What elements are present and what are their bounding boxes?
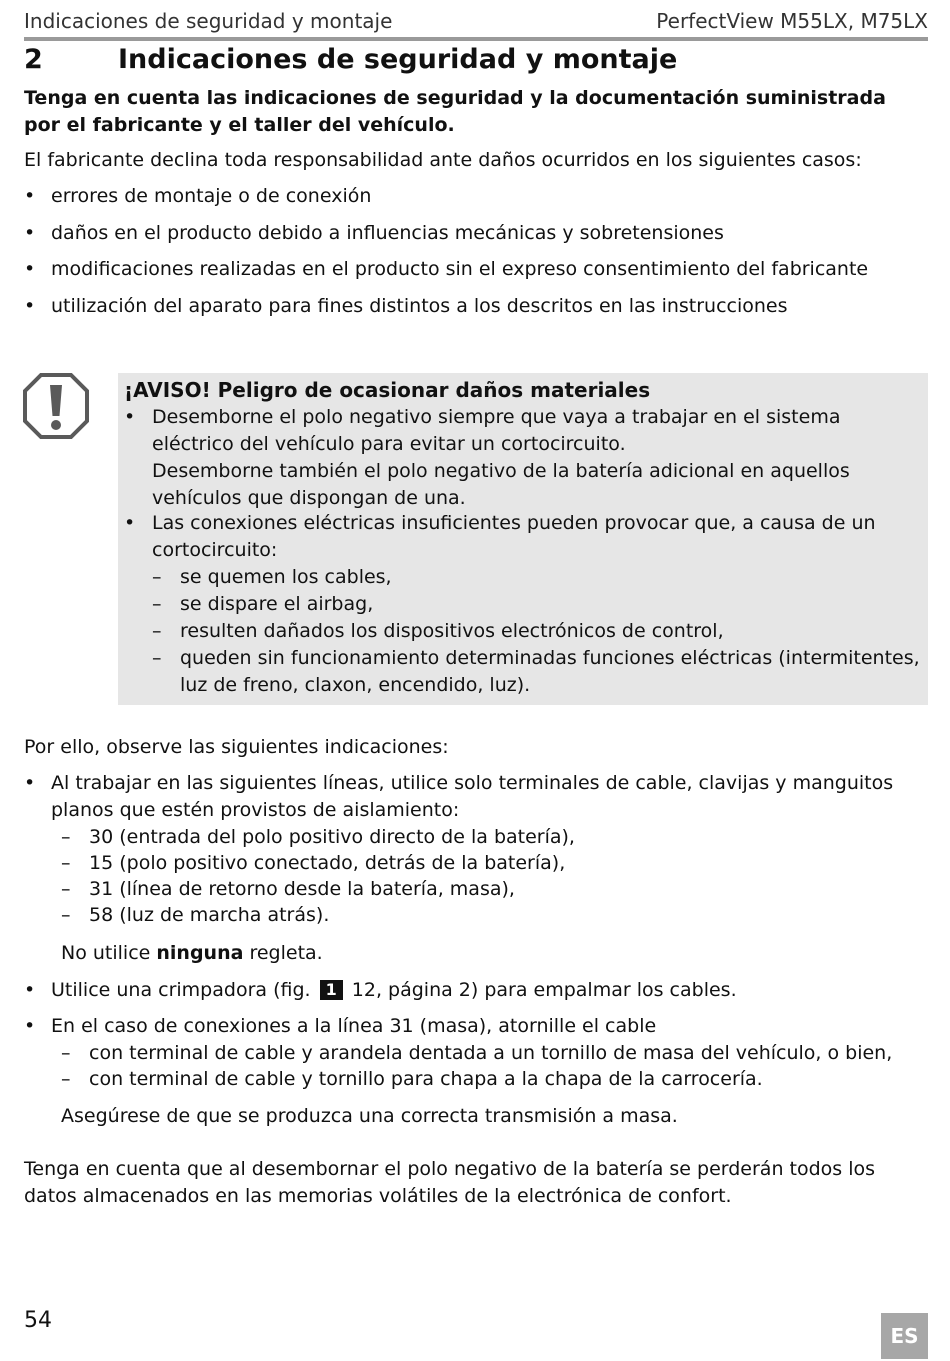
- warning-item-text: Desemborne también el polo negativo de la batería adicional en aquellos vehículos que dispongan de una.: [152, 460, 850, 509]
- dash-icon: –: [152, 620, 162, 642]
- dash-icon: –: [152, 647, 162, 669]
- warning-octagon-icon: [21, 371, 91, 441]
- warning-subitem-text: se quemen los cables,: [180, 566, 392, 588]
- list-item-text: 12, página 2) para empalmar los cables.: [345, 979, 737, 1001]
- rule-note-text: regleta.: [243, 942, 323, 964]
- rule-note-emphasis: ninguna: [156, 942, 244, 964]
- list-item-text: Al trabajar en las siguientes líneas, utilice solo terminales de cable, clavijas y manguitos planos que estén provistos de aislamiento:: [51, 772, 894, 821]
- header-section-title: Indicaciones de seguridad y montaje: [24, 9, 393, 33]
- header-divider: [24, 37, 928, 41]
- dash-icon: –: [61, 1042, 71, 1064]
- dash-icon: –: [152, 566, 162, 588]
- closing-paragraph: Tenga en cuenta que al desembornar el polo negativo de la batería se perderán todos los datos almacenados en las memorias volátiles de la electrónica de confort.: [24, 1158, 876, 1207]
- header-product-name: PerfectView M55LX, M75LX: [656, 9, 928, 33]
- dash-icon: –: [61, 852, 71, 874]
- list-item-text: errores de montaje o de conexión: [51, 185, 372, 207]
- list-item-text: daños en el producto debido a influencias mecánicas y sobretensiones: [51, 222, 724, 244]
- bullet-icon: •: [24, 258, 36, 280]
- warning-item-text: Desemborne el polo negativo siempre que vaya a trabajar en el sistema eléctrico del vehículo para evitar un cortocircuito.: [152, 406, 841, 455]
- figure-reference-badge: 1: [320, 980, 343, 1000]
- warning-subitem-text: resulten dañados los dispositivos electrónicos de control,: [180, 620, 724, 642]
- list-subitem-text: con terminal de cable y tornillo para chapa a la chapa de la carrocería.: [89, 1068, 763, 1090]
- bullet-icon: •: [24, 185, 36, 207]
- list-subitem-text: 30 (entrada del polo positivo directo de la batería),: [89, 826, 575, 848]
- warning-item-text: Las conexiones eléctricas insuficientes pueden provocar que, a causa de un cortocircuito:: [152, 512, 876, 561]
- dash-icon: –: [61, 1068, 71, 1090]
- intro-bold-paragraph: Tenga en cuenta las indicaciones de seguridad y la documentación suministrada por el fabricante y el taller del vehículo.: [24, 87, 886, 136]
- bullet-icon: •: [124, 406, 136, 428]
- warning-title: ¡AVISO! Peligro de ocasionar daños materiales: [124, 378, 651, 402]
- warning-item: [124, 404, 924, 512]
- bullet-icon: •: [24, 1015, 36, 1037]
- chapter-title: Indicaciones de seguridad y montaje: [118, 44, 678, 75]
- warning-subitem-text: se dispare el airbag,: [180, 593, 374, 615]
- list-subitem-text: 31 (línea de retorno desde la batería, masa),: [89, 878, 515, 900]
- dash-icon: –: [61, 904, 71, 926]
- rule-note: [61, 940, 921, 967]
- dash-icon: –: [152, 593, 162, 615]
- bullet-icon: •: [24, 979, 36, 1001]
- liability-intro: El fabricante declina toda responsabilidad ante daños ocurridos en los siguientes casos:: [24, 149, 862, 171]
- list-item-text: Utilice una crimpadora (fig.: [51, 979, 317, 1001]
- bullet-icon: •: [24, 222, 36, 244]
- bullet-icon: •: [124, 512, 136, 534]
- dash-icon: –: [61, 826, 71, 848]
- rule-note: Asegúrese de que se produzca una correcta transmisión a masa.: [61, 1105, 678, 1127]
- warning-subitem-text: queden sin funcionamiento determinadas funciones eléctricas (intermitentes,: [180, 647, 920, 669]
- list-subitem-text: 15 (polo positivo conectado, detrás de la batería),: [89, 852, 566, 874]
- instructions-intro: Por ello, observe las siguientes indicaciones:: [24, 736, 449, 758]
- bullet-icon: •: [24, 772, 36, 794]
- page-number: 54: [24, 1308, 52, 1333]
- language-badge: ES: [881, 1313, 928, 1359]
- bullet-icon: •: [24, 295, 36, 317]
- chapter-heading: [24, 42, 928, 78]
- warning-subitem-text: luz de freno, claxon, encendido, luz).: [180, 674, 531, 696]
- chapter-number: 2: [24, 44, 43, 75]
- list-item-text: modificaciones realizadas en el producto sin el expreso consentimiento del fabricante: [51, 258, 869, 280]
- dash-icon: –: [61, 878, 71, 900]
- list-subitem-text: con terminal de cable y arandela dentada a un tornillo de masa del vehículo, o bien,: [89, 1042, 893, 1064]
- list-item-text: utilización del aparato para fines distintos a los descritos en las instrucciones: [51, 295, 788, 317]
- list-subitem-text: 58 (luz de marcha atrás).: [89, 904, 330, 926]
- rule-note-text: No utilice: [61, 942, 157, 964]
- list-item-text: En el caso de conexiones a la línea 31 (masa), atornille el cable: [51, 1015, 657, 1037]
- running-header: [24, 8, 928, 34]
